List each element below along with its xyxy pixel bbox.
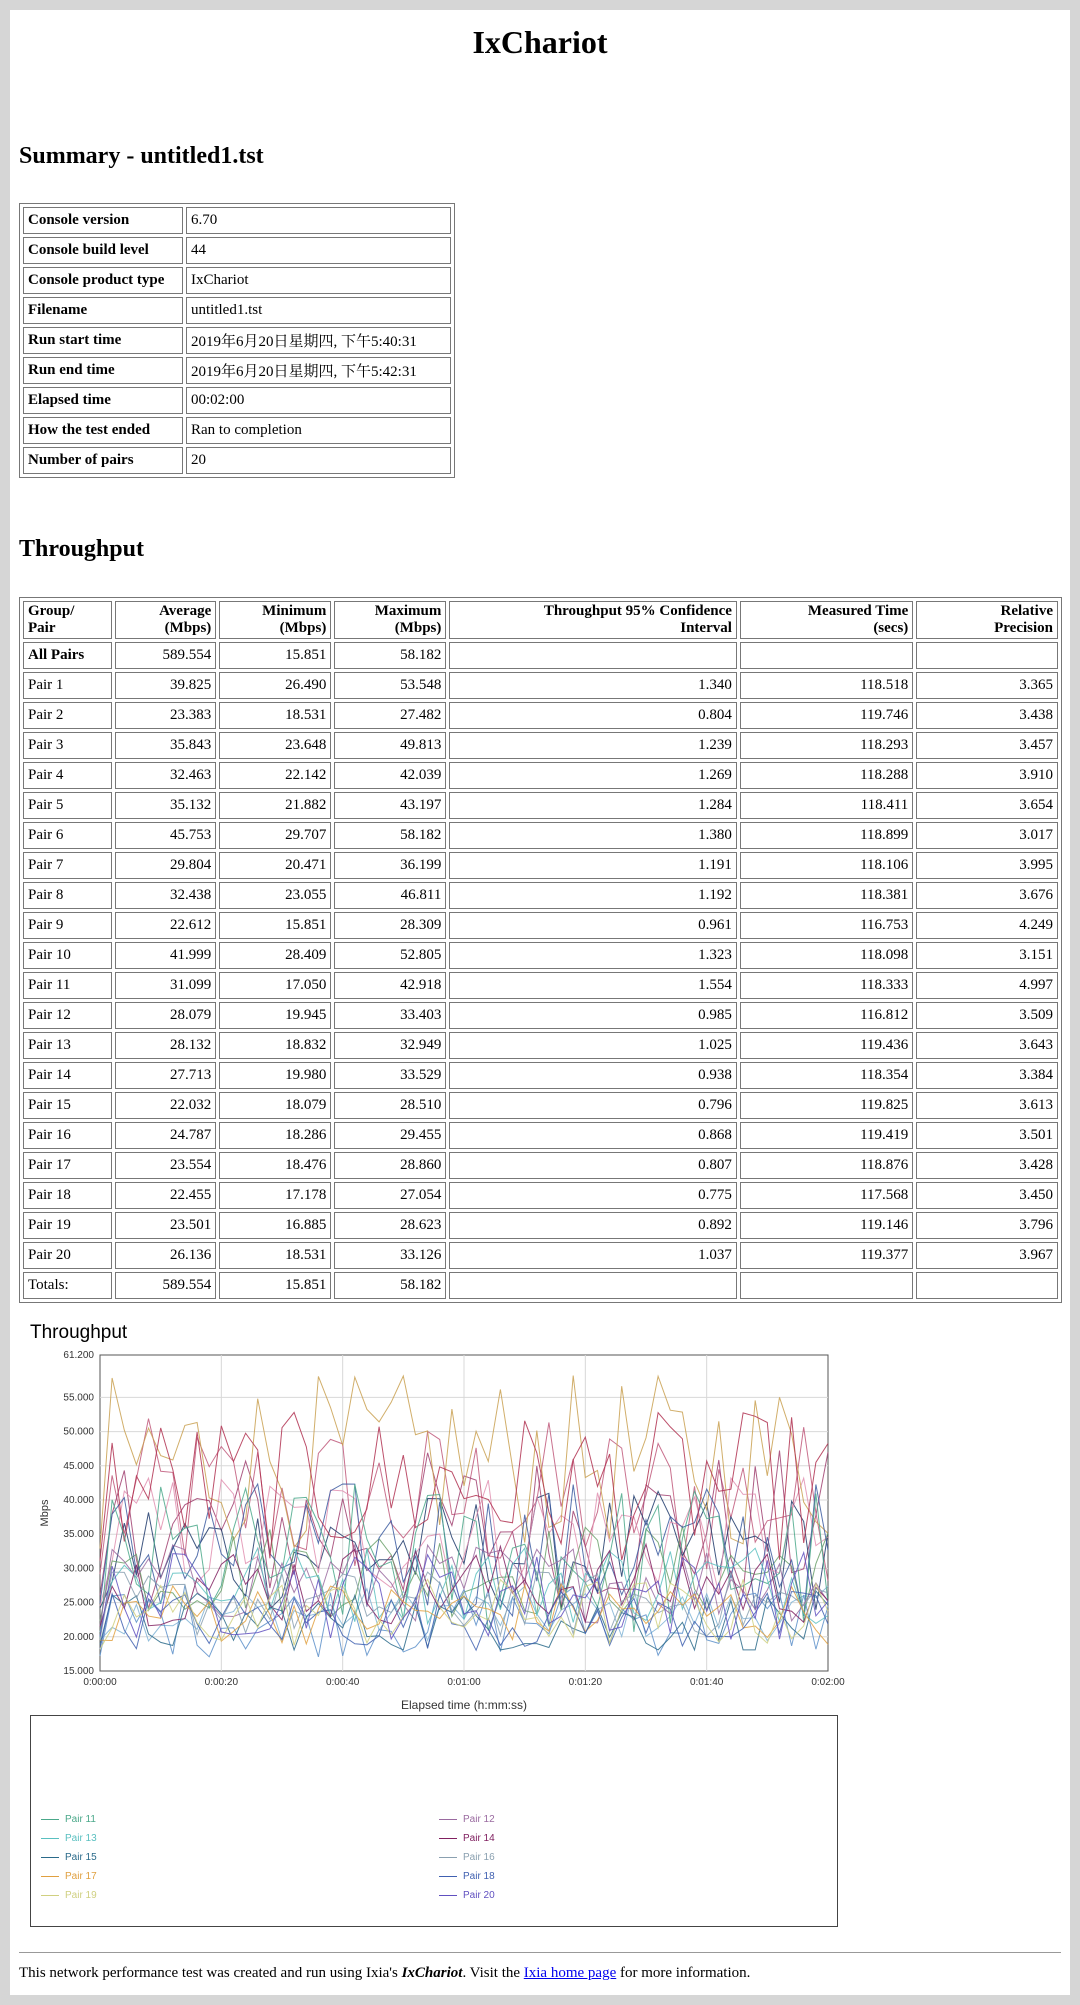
table-row [23,1272,1058,1299]
table-cell: 58.182 [334,1272,446,1299]
footer-product-name: IxChariot [401,1965,463,1981]
table-cell: 589.554 [115,642,216,669]
table-cell: 15.851 [219,642,331,669]
column-header: Measured Time (secs) [740,601,913,639]
legend-item [439,1833,495,1847]
legend-label: Pair 16 [463,1852,495,1863]
table-cell: 3.995 [916,852,1058,879]
table-cell: 119.377 [740,1242,913,1269]
summary-label: Console build level [23,237,183,264]
summary-row [23,417,451,444]
legend-item [41,1852,97,1866]
table-cell: 31.099 [115,972,216,999]
footer-divider [19,1952,1061,1953]
summary-row [23,387,451,414]
table-cell: Totals: [23,1272,112,1299]
table-cell: 42.918 [334,972,446,999]
column-header: Relative Precision [916,601,1058,639]
table-cell: 17.050 [219,972,331,999]
table-cell: 1.284 [449,792,737,819]
table-cell: 3.438 [916,702,1058,729]
x-tick-label: 0:01:40 [689,1677,724,1688]
x-tick-label: 0:01:00 [447,1677,481,1688]
table-cell: 45.753 [115,822,216,849]
table-cell: 0.985 [449,1002,737,1029]
table-cell: 21.882 [219,792,331,819]
table-cell: 118.876 [740,1152,913,1179]
table-row [23,882,1058,909]
summary-row [23,237,451,264]
table-cell: 15.851 [219,912,331,939]
y-tick-label: 45.000 [63,1460,94,1472]
summary-heading: Summary - untitled1.tst [19,143,264,169]
table-cell: 58.182 [334,642,446,669]
table-cell: 28.623 [334,1212,446,1239]
footer-note [19,1965,750,1982]
table-cell: 3.017 [916,822,1058,849]
table-row [23,1242,1058,1269]
table-cell: 119.825 [740,1092,913,1119]
table-cell: Pair 6 [23,822,112,849]
summary-value: 2019年6月20日星期四, 下午5:42:31 [186,357,451,384]
table-row [23,1122,1058,1149]
summary-value: Ran to completion [186,417,451,444]
summary-value: 2019年6月20日星期四, 下午5:40:31 [186,327,451,354]
table-cell: 4.249 [916,912,1058,939]
table-row [23,1062,1058,1089]
summary-table [19,203,455,478]
column-header: Group/ Pair [23,601,112,639]
throughput-table [19,597,1062,1303]
table-cell: 27.482 [334,702,446,729]
table-cell: 42.039 [334,762,446,789]
table-row [23,1032,1058,1059]
table-cell: 116.812 [740,1002,913,1029]
table-cell: 28.860 [334,1152,446,1179]
table-cell: 41.999 [115,942,216,969]
table-cell: Pair 12 [23,1002,112,1029]
table-cell: Pair 10 [23,942,112,969]
summary-value: untitled1.tst [186,297,451,324]
table-cell: 18.286 [219,1122,331,1149]
table-cell: Pair 13 [23,1032,112,1059]
legend-label: Pair 13 [65,1833,97,1844]
table-cell: 3.796 [916,1212,1058,1239]
table-cell: 43.197 [334,792,446,819]
table-cell: 23.501 [115,1212,216,1239]
summary-value: 6.70 [186,207,451,234]
summary-row [23,297,451,324]
table-cell: 49.813 [334,732,446,759]
y-tick-label: 55.000 [63,1392,94,1404]
table-row [23,852,1058,879]
summary-value: 44 [186,237,451,264]
table-cell: Pair 16 [23,1122,112,1149]
y-tick-label: 40.000 [63,1495,94,1507]
footer-text-after: for more information. [616,1965,751,1981]
table-cell: 3.654 [916,792,1058,819]
table-cell: 19.945 [219,1002,331,1029]
x-tick-label: 0:00:00 [83,1677,117,1688]
table-cell [740,1272,913,1299]
table-cell: 58.182 [334,822,446,849]
table-row [23,1152,1058,1179]
table-cell: 3.613 [916,1092,1058,1119]
table-cell [449,1272,737,1299]
table-cell: Pair 15 [23,1092,112,1119]
table-cell: 3.676 [916,882,1058,909]
table-cell: 1.269 [449,762,737,789]
legend-swatch [41,1876,59,1877]
table-cell: 0.892 [449,1212,737,1239]
summary-label: Filename [23,297,183,324]
chart-title: Throughput [30,1322,128,1343]
legend-item [41,1814,96,1828]
table-cell: 1.554 [449,972,737,999]
chart-legend [30,1715,838,1927]
table-cell: 3.967 [916,1242,1058,1269]
legend-swatch [439,1819,457,1820]
table-cell: 118.293 [740,732,913,759]
table-row [23,1182,1058,1209]
throughput-chart [24,1345,864,1715]
column-header: Minimum (Mbps) [219,601,331,639]
table-cell: 118.288 [740,762,913,789]
table-cell: 28.409 [219,942,331,969]
x-tick-label: 0:01:20 [568,1677,603,1688]
table-cell: 39.825 [115,672,216,699]
legend-label: Pair 15 [65,1852,97,1863]
table-cell: 23.383 [115,702,216,729]
table-cell: 1.340 [449,672,737,699]
table-cell: Pair 5 [23,792,112,819]
table-cell: 28.309 [334,912,446,939]
legend-label: Pair 11 [65,1814,96,1825]
table-cell: 52.805 [334,942,446,969]
legend-label: Pair 20 [463,1890,495,1901]
column-header: Average (Mbps) [115,601,216,639]
table-cell: 1.037 [449,1242,737,1269]
table-cell: Pair 18 [23,1182,112,1209]
table-cell: 0.775 [449,1182,737,1209]
table-cell: 28.510 [334,1092,446,1119]
table-cell: Pair 7 [23,852,112,879]
table-cell: 117.568 [740,1182,913,1209]
table-cell: 53.548 [334,672,446,699]
legend-swatch [41,1838,59,1839]
table-cell: 4.997 [916,972,1058,999]
legend-swatch [439,1895,457,1896]
summary-label: Console version [23,207,183,234]
table-cell: Pair 17 [23,1152,112,1179]
summary-row [23,327,451,354]
summary-label: Number of pairs [23,447,183,474]
table-cell: 3.428 [916,1152,1058,1179]
table-cell: 29.707 [219,822,331,849]
table-cell: 29.804 [115,852,216,879]
table-cell: 35.843 [115,732,216,759]
table-row [23,1212,1058,1239]
table-row [23,1092,1058,1119]
table-cell: 19.980 [219,1062,331,1089]
table-cell: 24.787 [115,1122,216,1149]
table-cell: 3.509 [916,1002,1058,1029]
table-cell [916,1272,1058,1299]
summary-row [23,267,451,294]
legend-label: Pair 12 [463,1814,495,1825]
table-cell: 1.191 [449,852,737,879]
summary-label: Run end time [23,357,183,384]
table-cell: 18.531 [219,702,331,729]
table-cell: 119.146 [740,1212,913,1239]
table-cell: 116.753 [740,912,913,939]
table-cell: 22.032 [115,1092,216,1119]
legend-item [41,1890,97,1904]
legend-label: Pair 17 [65,1871,97,1882]
x-tick-label: 0:00:40 [325,1677,360,1688]
table-cell: 1.239 [449,732,737,759]
table-cell: 0.804 [449,702,737,729]
table-cell: 118.381 [740,882,913,909]
y-tick-label: 50.000 [63,1426,94,1438]
legend-item [41,1871,97,1885]
table-cell: 32.949 [334,1032,446,1059]
table-cell: 0.961 [449,912,737,939]
table-cell: 118.354 [740,1062,913,1089]
summary-label: How the test ended [23,417,183,444]
y-tick-label: 30.000 [63,1563,94,1575]
table-cell: 118.411 [740,792,913,819]
table-row [23,672,1058,699]
table-cell: 28.079 [115,1002,216,1029]
table-cell: 26.490 [219,672,331,699]
x-tick-label: 0:02:00 [811,1677,845,1688]
table-cell: 32.463 [115,762,216,789]
table-cell: 3.384 [916,1062,1058,1089]
column-header: Maximum (Mbps) [334,601,446,639]
table-cell: 23.648 [219,732,331,759]
table-cell: 33.126 [334,1242,446,1269]
table-cell: 18.476 [219,1152,331,1179]
table-cell: Pair 20 [23,1242,112,1269]
report-page [10,10,1070,1995]
table-cell: 3.450 [916,1182,1058,1209]
table-cell: 15.851 [219,1272,331,1299]
table-cell: 27.054 [334,1182,446,1209]
table-row [23,972,1058,999]
y-tick-label: 61.200 [63,1350,94,1361]
table-cell: 23.055 [219,882,331,909]
table-row [23,642,1058,669]
legend-swatch [41,1819,59,1820]
table-cell: 3.365 [916,672,1058,699]
table-cell: 35.132 [115,792,216,819]
table-cell: 16.885 [219,1212,331,1239]
legend-item [439,1852,495,1866]
legend-swatch [41,1857,59,1858]
table-row [23,762,1058,789]
table-cell: 1.380 [449,822,737,849]
table-row [23,732,1058,759]
legend-label: Pair 14 [463,1833,495,1844]
legend-swatch [439,1838,457,1839]
legend-item [41,1833,97,1847]
legend-item [439,1871,495,1885]
y-tick-label: 35.000 [63,1529,94,1541]
summary-label: Elapsed time [23,387,183,414]
table-cell: 3.910 [916,762,1058,789]
throughput-heading: Throughput [19,536,144,562]
legend-swatch [41,1895,59,1896]
summary-value: 00:02:00 [186,387,451,414]
table-cell: 3.501 [916,1122,1058,1149]
table-cell: 22.455 [115,1182,216,1209]
table-cell: 1.025 [449,1032,737,1059]
table-cell: 26.136 [115,1242,216,1269]
table-row [23,912,1058,939]
table-cell: 22.612 [115,912,216,939]
table-cell: 3.643 [916,1032,1058,1059]
table-cell: 3.457 [916,732,1058,759]
table-row [23,792,1058,819]
legend-label: Pair 18 [463,1871,495,1882]
table-cell: 1.192 [449,882,737,909]
ixia-home-link[interactable]: Ixia home page [523,1965,617,1981]
y-tick-label: 20.000 [63,1631,94,1643]
table-cell: 0.938 [449,1062,737,1089]
table-cell: Pair 9 [23,912,112,939]
table-cell: Pair 8 [23,882,112,909]
table-cell: Pair 11 [23,972,112,999]
table-cell: 589.554 [115,1272,216,1299]
table-cell: 23.554 [115,1152,216,1179]
table-cell: 33.403 [334,1002,446,1029]
table-cell: Pair 1 [23,672,112,699]
table-cell [449,642,737,669]
table-row [23,822,1058,849]
table-cell: 0.807 [449,1152,737,1179]
table-cell: Pair 4 [23,762,112,789]
legend-swatch [439,1876,457,1877]
legend-label: Pair 19 [65,1890,97,1901]
table-cell: 46.811 [334,882,446,909]
y-tick-label: 25.000 [63,1597,94,1609]
summary-value: 20 [186,447,451,474]
legend-item [439,1814,495,1828]
x-tick-label: 0:00:20 [204,1677,239,1688]
summary-row [23,207,451,234]
table-cell: 118.518 [740,672,913,699]
table-cell: 18.832 [219,1032,331,1059]
table-cell: 17.178 [219,1182,331,1209]
table-row [23,702,1058,729]
table-cell: 118.106 [740,852,913,879]
table-cell: 18.531 [219,1242,331,1269]
table-cell: 119.419 [740,1122,913,1149]
footer-text-before: This network performance test was created and run using Ixia's [19,1965,402,1981]
legend-item [439,1890,495,1904]
table-cell: Pair 19 [23,1212,112,1239]
page-title: IxChariot [472,24,608,60]
footer-text-middle: . Visit the [462,1965,524,1981]
table-cell: 0.868 [449,1122,737,1149]
legend-swatch [439,1857,457,1858]
table-cell: 118.899 [740,822,913,849]
table-cell: All Pairs [23,642,112,669]
table-cell: 33.529 [334,1062,446,1089]
table-cell: 20.471 [219,852,331,879]
table-cell: 119.746 [740,702,913,729]
table-row [23,942,1058,969]
table-row [23,1002,1058,1029]
table-cell: Pair 2 [23,702,112,729]
table-cell: 119.436 [740,1032,913,1059]
summary-row [23,447,451,474]
y-axis-label: Mbps [39,1499,51,1527]
table-cell: 1.323 [449,942,737,969]
table-cell: 32.438 [115,882,216,909]
table-cell: Pair 3 [23,732,112,759]
table-cell: 22.142 [219,762,331,789]
table-cell: 27.713 [115,1062,216,1089]
table-cell: 18.079 [219,1092,331,1119]
x-axis-label: Elapsed time (h:mm:ss) [400,1698,528,1712]
table-cell: 36.199 [334,852,446,879]
table-cell: 118.098 [740,942,913,969]
column-header: Throughput 95% Confidence Interval [449,601,737,639]
y-tick-label: 15.000 [63,1666,94,1677]
table-cell: 118.333 [740,972,913,999]
table-cell [916,642,1058,669]
table-cell: 3.151 [916,942,1058,969]
summary-label: Run start time [23,327,183,354]
table-cell: 0.796 [449,1092,737,1119]
table-cell: 28.132 [115,1032,216,1059]
table-cell [740,642,913,669]
table-cell: Pair 14 [23,1062,112,1089]
summary-label: Console product type [23,267,183,294]
summary-row [23,357,451,384]
table-cell: 29.455 [334,1122,446,1149]
summary-value: IxChariot [186,267,451,294]
